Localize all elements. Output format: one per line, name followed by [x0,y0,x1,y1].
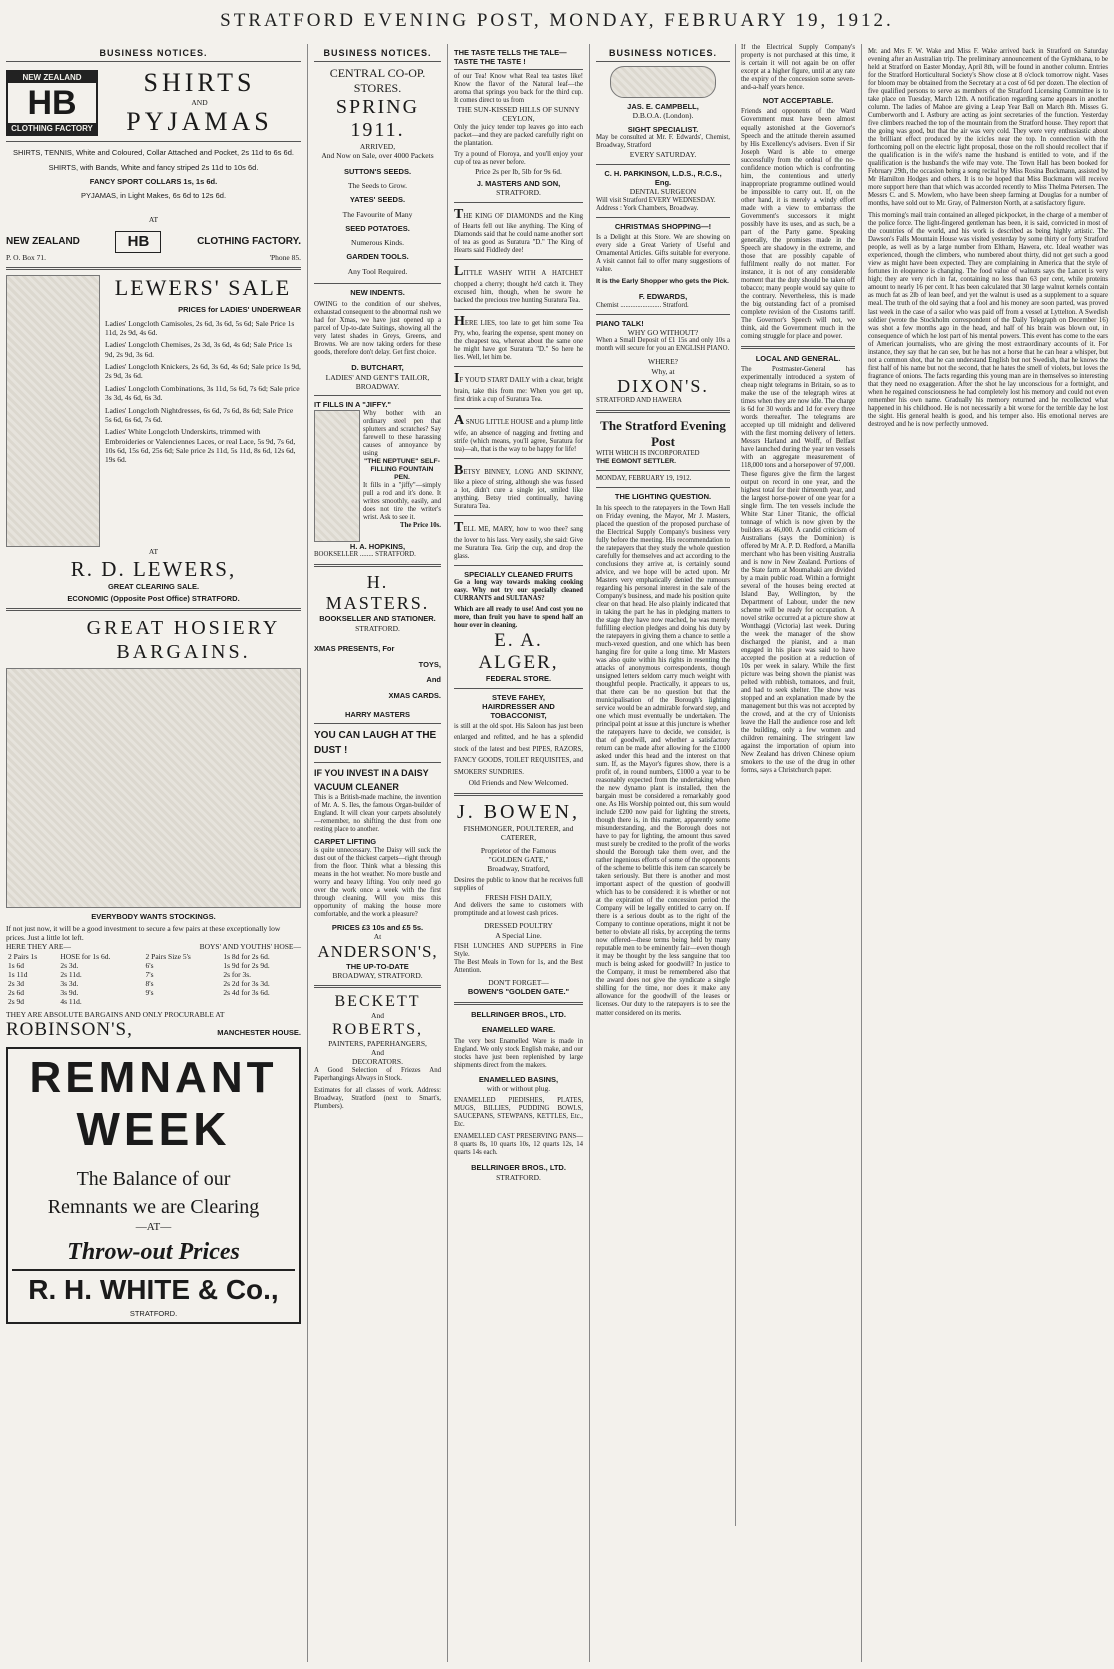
table-row: 2 Pairs 1s HOSE for 1s 6d. 2 Pairs Size 5's 1s 8d for 2s 6d. [8,951,270,961]
table-row: 2s 9d 4s 11d. [8,996,82,1006]
shirt-price-list: SHIRTS, TENNIS, White and Coloured, Collar Attached and Pocket, 2s 11d to 6s 6d. SHIRTS, with Bands, White and fancy striped 2s 11d to 10s 6d. FANCY SPORT COLLARS 1s, 1s 6d. PYJAMAS, in Light Makes, 6s 6d to 12s 6d. [13,148,294,201]
alger: E. A. ALGER, [478,630,559,674]
lady-illustration [6,275,100,547]
not-acceptable-article: Friends and opponents of the Ward Government must have been almost equally astonished at the Governor's Speech and the attitude therein assumed by His Excellency's advisers. Even if Sir Joseph Ward is able to emerge successfully from the ordeal of the no-confidence motion which is confronting him, the contentious and utterly inappropriate programme outlined would be impossible to carry out. If, on the other hand, it is merely a windy effort made with a view to embarrass the Government's successors it might possibly have its uses, and as such, be a part of the Party game. Speaking generally, the promises made in the Speech are shadowy in the extreme, and those that are possibly capable of fulfilment really do not matter. For instance, it is not of any considerable moment that the duty should be taken off tobacco; many people would say quite to the contrary. Nevertheless, this is made the big outstanding fact of a promised complete revision of the Customs tariff. The Governor's Speech will not, we think, aid the Government much in the coming struggle for place and power. [741,108,855,340]
news-items-1: Mr. and Mrs F. W. Wake and Miss F. Wake arrived back in Stratford on Saturday evening after an Australian trip. The preliminary announcement of the Gymkhana, to be held at Stratford on Easter Monday, April 8th, will be found in another column. Entries for the Stratford Horticultural Society's Show close at 8 o'clock tomorrow night. Vases for bloom may be obtained from the Secretary at a cost of 6d per dozen. The election of five qualified persons to serve as members of the Stratford Licensing Committee is to take place on Tuesday, March 12th. A notification regarding same appears in another column. The ladies of Mahoe are giving a Leap Year Ball on March 8th. Misses G. Cumberworth and I. Astbury are acting as joint secretaries of the function. Yesterday five climbers reached the top of the mountain from the Stratford house. They report that the going was good, but that the air was very cold. They were very enthusiastic about the brilliant effect produced by the icicles near the top. In connection with the forthcoming poll on the electric light proposal, those on the roll should recollect that if the qualification is in the wife's name the husband is entitled to vote, and if the qualification is the husband's the wife may vote. The Town Hall has been booked for February 29th, the occasion being a song recital by Miss Rosina Buckmann, assisted by Mr Hamilton Hodges and others. It is to be hoped that Miss Buckmann will receive more support here than that which was accorded recently to Miss Thelma Petersen. The Messrs C. and S. Mowlem, who have been sheep farming at Douglas for a number of months, have sold out to Mr. Gray, of Palmerston North, at a satisfactory figure. [868,48,1108,208]
hb-shirts-ad: NEW ZEALAND HB CLOTHING FACTORY SHIRTS AND PYJAMAS [6,68,301,137]
lewers-ad: LEWERS' SALE PRICES for LADIES' UNDERWEAR Ladies' Longcloth Camisoles, 2s 6d, 3s 6d, 5s 6d; Sale Price 1s 11d, 2s 9d, 4s 6d. Ladies' Longcloth Chemises, 2s 3d, 3s 6d, 4s 6d; Sale Price 1s 9d, 2s 9d, 3s 6d. Ladies' Longcloth Knickers, 2s 6d, 3s 6d, 4s 6d; Sale price 1s 9d, 2s 9d, 3s 6d. Ladies' Longcloth Combinations, 3s 11d, 5s 6d, 7s 6d; Sale price 3s 3d, 4s 6d, 6s 3d. Ladies' Longcloth Nightdresses, 6s 6d, 7s 6d, 8s 6d; Sale Price 5s 6d, 6s 6d, 7s 6d. Ladies' White Longcloth Underskirts, trimmed with Embroideries or Valenciennes Laces, or real Lace, 5s 9d, 7s 6d, 10s 6d, 15s 6d, 25s 6d; Sale price 2s 11d, 5s 11d, 8s 6d, 12s 6d, 19s 6d. [6,275,301,547]
masthead: STRATFORD EVENING POST, MONDAY, FEBRUARY 19, 1912. [220,10,894,31]
column-3: THE TASTE TELLS THE TALE—TASTE THE TASTE ! of our Tea! Know what Real tea tastes like! Know the flavor of the Natural leaf—the aroma that springs you back for the third cup. It comes direct to us from THE SUN-KISSED HILLS OF SUNNY CEYLON, Only the juicy tender top leaves go into each packet—and they are packed carefully right on the plantation. Try a pound of Floroya, and you'll enjoy your cup of tea as never before. Price 2s per lb, 5lb for 9s 6d. J. MASTERS AND SON, STRATFORD. THE KING OF DIAMONDS and the King of Hearts fell out like anything. The King of Diamonds said that he could name another sort of tea as good as Suratura "D." The King of Hearts said Fiddledy dee! LITTLE WASHY WITH A HATCHET chopped a cherry; thought he'd catch it. They excused him, though, when he swore he backed the precious tree hunting Suratura Tea. HERE LIES, too late to get him some Tea Pry, who, fearing the expense, spent money on the cheapest tea, whereat about the same one he might have got Suratura "D." So here he lies. Well, let him be. IF YOU'D START DAILY with a clear, bright brain, take this from me: When you get up, first drink a cup of Suratura Tea. A SNUG LITTLE HOUSE and a plump little wife, an absence of nagging and fretting and strife (which means, you'll agree, Suratura for tea)—ah, that is the way to be happy for life! BETSY BINNEY, LONG AND SKINNY, like a piece of string, although she was fussed a lot, didn't cure a single jot, smiled like anything. Betsy tried continually, having Suratura Tea. TELL ME, MARY, how to woo thee? sang the lover to his lass. Very easily, she said: Give me Suratura Tea. Grip the cup, and drop the glass. SPECIALLY CLEANED FRUITS Go a long way towards making cooking easy. Why not try our specially cleaned CURRANTS and SULTANAS? Which are all ready to use! And cost you no more, than fruit you have to spend half an hour over in cleaning. E. A. ALGER, FEDERAL STORE. STEVE FAHEY, HAIRDRESSER AND TOBACCONIST, is still at the old spot. His Saloon has just been enlarged and refitted, and he has a splendid stock of the latest and best PIPES, RAZORS, FANCY GOODS, TOILET REQUISITES, and SMOKERS' SUNDRIES. Old Friends and New Welcomed. J. BOWEN, FISHMONGER, POULTERER, and CATERER, Proprietor of the Famous "GOLDEN GATE," Broadway, Stratford, Desires the public to know that he receives full supplies of FRESH FISH DAILY, And delivers the same to customers with promptitude and at lowest cash prices. DRESSED POULTRY A Special Line. FISH LUNCHES AND SUPPERS in Fine Style. The Best Meals in Town for 1s, and the Best Attention. DON'T FORGET— BOWEN'S "GOLDEN GATE." BELLRINGER BROS., LTD. ENAMELLED WARE. The very best Enamelled Ware is made in England. We only stock English make, and our stocks have just been replenished by large shipments direct from the makers. ENAMELLED BASINS, with or without plug. ENAMELLED PIEDISHES, PLATES, MUGS, BILLIES, PUDDING BOWLS, SAUCEPANS, STEWPANS, KETTLES, Etc., Etc. ENAMELLED CAST PRESERVING PANS—8 quarts 8s, 10 quarts 10s, 12 quarts 12s, 14 quarts 14s each. BELLRINGER BROS., LTD. STRATFORD. [448,44,590,1662]
tea-ad: LITTLE WASHY WITH A HATCHET chopped a cherry; thought he'd catch it. They excused him, though, when he swore he backed the precious tree hunting Suratura Tea. [454,264,583,304]
stocking-illustration [6,668,301,908]
bowen: J. BOWEN, [456,800,581,823]
factory-label: CLOTHING FACTORY. [197,236,301,248]
table-row: 2s 6d 3s 9d. 9's 2s 4d for 3s 6d. [8,987,270,997]
coop-title: CENTRAL CO-OP. STORES. [329,66,426,95]
hosiery-ad: GREAT HOSIERY BARGAINS. EVERYBODY WANTS STOCKINGS. If not just now, it will be a good investment to secure a few pairs at these exceptionally low prices. Just a little lot left. HERE THEY ARE— BOYS' AND YOUTHS' HOSE— 2 Pairs 1s HOSE for 1s 6d. 2 Pairs Size 5's 1s 8d for 2s 6d. 1s 6d 2s 3d. 6's 1s 9d for 2s 9d. 1s 11d 2s 11d. 7's 2s for 3s. 2s 3d 3s 3d. 8's 2s 2d for 3s 3d. 2s 6d 3s 9d. 9's 2s 4d for 3s 6d. 2s 9d 4s 11d. THEY ARE ABSOLUTE BARGAINS AND ONLY PROCURABLE AT ROBINSON'S, MANCHESTER HOUSE. [6,617,301,1041]
dixons: DIXON'S. [617,376,709,397]
column-4: BUSINESS NOTICES. JAS. E. CAMPBELL, D.B.O.A. (London). SIGHT SPECIALIST. May be consulted at Mr. F. Edwards', Chemist, Broadway, Stratford EVERY SATURDAY. C. H. PARKINSON, L.D.S., R.C.S., Eng. DENTAL SURGEON Will visit Stratford EVERY WEDNESDAY. Address : York Chambers, Broadway. CHRISTMAS SHOPPING—! Is a Delight at this Store. We are showing on every side a Great Variety of Useful and Ornamental Articles. Gifts suitable for everyone. A visit cannot fail to offer many suggestions of value. It is the Early Shopper who gets the Pick. F. EDWARDS, Chemist ........................ Stratford. PIANO TALK! WHY GO WITHOUT? When a Small Deposit of £1 15s and only 10s a month will secure for you an ENGLISH PIANO. WHERE? Why, at DIXON'S. STRATFORD AND HAWERA The Stratford Evening Post WITH WHICH IS INCORPORATED THE EGMONT SETTLER. MONDAY, FEBRUARY 19, 1912. THE LIGHTING QUESTION. In his speech to the ratepayers in the Town Hall on Friday evening, the Mayor, Mr J. Masters, placed the question of the proposed purchase of the Electrical Supply Company's business very fully before the meeting. His recommendation to the ratepayers that they study the whole question carefully for themselves and act according to the conclusions they arrive at, is certainly sound advice, and we hope will be acted upon. Mr Masters very emphatically denied the rumours regarding his personal interest in the sale of the Company's business, and made his position quite clear on that head. He also plainly indicated that in taking the part he has in pledging matters to the stage they have now reached, he was merely fulfilling election pledges and doing his duty by the ratepayers in giving them a chance to settle a much-vexed question, and one which has been hanging fire for quite a long time. Mr Masters was also quite within his rights in resenting the attacks of anonymous correspondents, though unsigned letters seldom carry much weight with thoughtful people. Practically, it appears to us, that there can be no question but that the municipalisation of the Borough's lighting service would be an admirable forward step, and one which must eventually be undertaken. The principal point at issue at this juncture is whether the ratepayers have to decide, we consider, is that of goodwill, and whether a satisfactory return can be made after allowing for the £1000 asked under this head and the interest on that sum. If, as the Mayor's figures show, there is a profit of, in round numbers, £1000 a year to be reasonably expected from the undertaking when the new dynamo plant is installed, then the bargain must be considered a remarkably good one. As His Worship pointed out, this sum would include £200 now paid for lighting the streets, though there is, in this matter, apparently some misunderstanding, and the Borough does not have to pay for lighting, the amount thus saved must surely be credited to the profit of the works should the Borough take them over, and the rather ingenious efforts of some of the opponents of the scheme to belittle this item can scarcely be taken seriously. But there is another and most important aspect of the question of goodwill which has to be considered: it is whether or not at the expiration of the concession period the Company will be legally entitled to carry on. If there is a serious doubt as to the right of the Company to continue operations, might it not be better to obviate all risks, by accepting the terms now offered—these terms being held by many reputable men to be eminently fair—even though it may be thought by the less sanguine that too much is being asked for goodwill? In justice to the Company, it must be remembered also that the award does not give the syndicate a single shilling for the time, nor does it make any allowance for the goodwill of the leases or licenses. Our duty to the ratepayers is to see the matter considered on its merits. If the Electrical Supply Company's property is not purchased at this time, it is certain it will not again be on offer except at a higher figure, until at any rate the expiry of the concession some seven-and-a-half years hence. NOT ACCEPTABLE. Friends and opponents of the Ward Government must have been almost equally astonished at the Governor's Speech and the attitude therein assumed by His Excellency's advisers. Even if Sir Joseph Ward is able to emerge successfully from the ordeal of the no-confidence motion which is confronting him, the contentious and utterly inappropriate programme outlined would be impossible to carry out. If, on the other hand, it is merely a windy effort made with a view to embarrass the Government's successors it might possibly have its uses, and as such, be a part of the Party game. Speaking generally, the promises made in the Speech are shadowy in the extreme, and those that are possibly capable of fulfilment really do not matter. For instance, it is not of any considerable moment that the duty should be taken off tobacco; many people would say quite to the contrary. Nevertheless, this is made the big outstanding fact of a promised complete revision of the Customs tariff. The Governor's Speech will not, we think, aid the Government much in the coming struggle for place and power. LOCAL AND GENERAL. The Postmaster-General has experimentally introduced a system of cheap night telegrams in Britain, so as to make the use of the telegraph wires at times when they are now idle. The charge is 6d for 30 words and 1d for every three words thereafter. The telegrams are accepted up till midnight and delivered with the first morning delivery of letters. Messrs Harland and Wolff, of Belfast have launched during the year ten vessels with an aggregate measurement of 118,000 tons and a horsepower of 97,000. These figures give the firm the largest output on record in one year, and the highest total for their thirteenth year, and the largest horse-power of one year for a single firm. The ten vessels include the White Star Liner Titanic, the official tonnage of which is now given by the builders as 46,000. A candid criticism of Australians (says the Dominion) is offered by Mr A. P. D. Redford, a Manilla merchant who has been visiting Australia and is now in New Zealand. Portions of the State farm at Moumahaki are divided by a main public road. Within a fortnight several of the houses being erected at Island Bay, Wellington, by the Department of Labour, under the new scheme will be ready for occupation. A novel strike occurred at a picture show at Wonthaggi (Victoria) last week. During the week the manager of the show discharged the pianist, and a man engaged in his place was said to have accepted the position at a reduction of 10s per week in salary. While the first picture was being shown the pianist was pelted with rubbish, tomatoes, and fruit, and had to seek shelter. The show was stopped and an explanation made by the management but this was not accepted by the crowd, and at the cry of Unionists leave the Hall the audience rose and left the building, only a few women and children remaining. The stringent law against the importation of opium into New Zealand has driven Chinese opium smokers to the use of the drug in other forms, says a Christchurch paper. [590,44,862,1662]
remnant-week-ad: REMNANT WEEK The Balance of our Remnants we are Clearing —AT— Throw-out Prices R. H. WHITE & Co., STRATFORD. [6,1047,301,1324]
lighting-article: In his speech to the ratepayers in the Town Hall on Friday evening, the Mayor, Mr J. Masters, placed the question of the proposed purchase of the Electrical Supply Company's business very fully before the meeting. His recommendation to the ratepayers that they study the whole question carefully for themselves and act according to the conclusions they arrive at, is certainly sound advice, and we hope will be acted upon. Mr Masters very emphatically denied the rumours regarding his personal interest in the sale of the Company's business, and made his position quite clear on that head. He also plainly indicated that in taking the part he has in pledging matters to the stage they have now reached, he was merely fulfilling election pledges and doing his duty by the ratepayers in giving them a chance to settle a much-vexed question, and one which has been hanging fire for quite a long time. Mr Masters was also quite within his rights in resenting the attacks of anonymous correspondents, though unsigned letters seldom carry much weight with thoughtful people. Practically, it appears to us, that there can be no question but that the municipalisation of the Borough's lighting service would be an admirable forward step, and one which must eventually be undertaken. The principal point at issue at this juncture is whether the ratepayers have to decide, we consider, is that of goodwill, and whether a satisfactory return can be made after allowing for the £1000 asked under this head and the interest on that sum. If, as the Mayor's figures show, there is a profit of, in round numbers, £1000 a year to be reasonably expected from the undertaking when the new dynamo plant is installed, then the bargain must be considered a remarkably good one. As His Worship pointed out, this sum would include £200 now paid for lighting the streets, though there is, in this matter, apparently some misunderstanding, and the Borough does not have to pay for lighting, the amount thus saved must surely be credited to the profit of the works should the Borough take them over, and the rather ingenious efforts of some of the opponents of the scheme to belittle this item can scarcely be taken seriously. But there is another and most important aspect of the question of goodwill which has to be considered: it is whether or not at the expiration of the concession period the Company will be legally entitled to carry on. If there is a serious doubt as to the right of the Company to continue operations, might it not be better to obviate all risks, by accepting the terms now offered—these terms being held by many reputable men to be eminently fair—even though it may be thought by the less sanguine that too much is being asked for goodwill? In justice to the Company, it must be remembered also that the award does not give the syndicate a single shilling for the time, nor does it make any allowance for the goodwill of the leases or licenses. Our duty to the ratepayers is to see the matter considered on its merits. [596,504,730,1017]
remnant-title: REMNANT [29,1053,278,1103]
spring-title: SPRING 1911. [335,96,420,141]
spectacles-icon [610,66,716,98]
pyjamas-title: PYJAMAS [126,107,273,137]
throw-out-prices: Throw-out Prices [67,1238,240,1265]
rh-white: R. H. WHITE & Co., [12,1269,295,1309]
tea-ad: BETSY BINNEY, LONG AND SKINNY, like a piece of string, although she was fussed a lot, didn't cure a single jot, smiled like anything. Betsy tried continually, having Suratura Tea. [454,462,583,511]
tea-ad: THE KING OF DIAMONDS and the King of Hearts fell out like anything. The King of Diamonds said that he could name another sort of tea as good as Suratura "D." The King of Hearts said Fiddledy dee! [454,206,583,255]
paper-title: The Stratford Evening Post [600,418,726,450]
nz-label: NEW ZEALAND [6,236,80,248]
lewers-items: Ladies' Longcloth Camisoles, 2s 6d, 3s 6d, 5s 6d; Sale Price 1s 11d, 2s 9d, 4s 6d. Ladies' Longcloth Chemises, 2s 3d, 3s 6d, 4s 6d; Sale Price 1s 9d, 2s 9d, 3s 6d. Ladies' Longcloth Knickers, 2s 6d, 3s 6d, 4s 6d; Sale price 1s 9d, 2s 9d, 3s 6d. Ladies' Longcloth Combinations, 3s 11d, 5s 6d, 7s 6d; Sale price 3s 3d, 4s 6d, 6s 3d. Ladies' Longcloth Nightdresses, 6s 6d, 7s 6d, 8s 6d; Sale Price 5s 6d, 6s 6d, 7s 6d. Ladies' White Longcloth Underskirts, trimmed with Embroideries or Valenciennes Laces, or real Lace, 5s 9d, 7s 6d, 10s 6d, 15s 6d, 25s 6d; Sale price 2s 11d, 5s 11d, 8s 6d, 12s 6d, 19s 6d. [105,318,301,465]
local-general-article: The Postmaster-General has experimentally introduced a system of cheap night telegrams in Britain, so as to make the use of the telegraph wires at times when they are now idle. The charge is 6d for 30 words and 1d for every three words thereafter. The telegrams are accepted up till midnight and delivered with the first morning delivery of letters. Messrs Harland and Wolff, of Belfast have launched during the year ten vessels with an aggregate measurement of 118,000 tons and a horsepower of 97,000. These figures give the firm the largest output on record in one year, and the highest total for their thirteenth year, and the largest horse-power of one year for a single firm. The ten vessels include the White Star Liner Titanic, the official tonnage of which is now given by the builders as 46,000. A candid criticism of Australians (says the Dominion) is offered by Mr A. P. D. Redford, a Manilla merchant who has been visiting Australia and is now in New Zealand. Portions of the State farm at Moumahaki are divided by a main public road. Within a fortnight several of the houses being erected at Island Bay, Wellington, by the Department of Labour, under the new scheme will be ready for occupation. A novel strike occurred at a picture show at Wonthaggi (Victoria) last week. During the week the manager of the show discharged the pianist, and a man engaged in his place was said to have accepted the position at a reduction of 10s per week in salary. While the first picture was being shown the pianist was pelted with rubbish, tomatoes, and fruit, and had to seek shelter. The show was stopped and an explanation made by the management but this was not accepted by the crowd, and at the cry of Unionists leave the Hall the audience rose and left the building, only a few women and children remaining. The stringent law against the importation of opium into New Zealand has driven Chinese opium smokers to the use of the drug in other forms, says a Christchurch paper. [741,366,855,775]
tea-ad: TELL ME, MARY, how to woo thee? sang the lover to his lass. Very easily, she said: Give me Suratura Tea. Grip the cup, and drop the glass. [454,520,583,560]
andersons: ANDERSON'S, [317,941,438,961]
section-heading: BUSINESS NOTICES. [6,44,301,62]
hb-logo: NEW ZEALAND HB CLOTHING FACTORY [6,70,98,136]
tea-ad: A SNUG LITTLE HOUSE and a plump little wife, an absence of nagging and fretting and strife (which means, you'll agree, Suratura for tea)—ah, that is the way to be happy for life! [454,413,583,453]
roberts: ROBERTS, [331,1020,424,1038]
column-2: BUSINESS NOTICES. CENTRAL CO-OP. STORES. SPRING 1911. ARRIVED, And Now on Sale, over 4000 Packets SUTTON'S SEEDS. The Seeds to Grow. YATES' SEEDS. The Favourite of Many SEED POTATOES. Numerous Kinds. GARDEN TOOLS. Any Tool Required. NEW INDENTS. OWING to the condition of our shelves, exhaustad consequent to the abnormal rush we had for Xmas, we have just opened up a parcel of Up-to-date Suitings, showing all the very latest shades in Greys, Greens, and Browns. We are now taking orders for these goods, therefore don't delay. Get first choice. D. BUTCHART, LADIES' AND GENT'S TAILOR, BROADWAY. IT FILLS IN A "JIFFY." Why bother with an ordinary steel pen that splutters and scratches? Say farewell to these harassing causes of annoyance by using "THE NEPTUNE" SELF-FILLING FOUNTAIN PEN. It fills in a "jiffy"—simply pull a rod and it's done. It writes smoothly, easily, and does not tire the writer's wrist. Ask to see it. The Price 10s. H. A. HOPKINS, BOOKSELLER ........ STRATFORD. H. MASTERS. BOOKSELLER AND STATIONER. STRATFORD. XMAS PRESENTS, For TOYS, And XMAS CARDS. HARRY MASTERS YOU CAN LAUGH AT THE DUST ! IF YOU INVEST IN A DAISY VACUUM CLEANER This is a British-made machine, the invention of Mr. A. S. Iles, the famous Organ-builder of England. It will clean your carpets absolutely—remember, no shifting the dust from one resting place to another. CARPET LIFTING is quite unnecessary. The Daisy will suck the dust out of the thickest carpets—right through from the floor. Think what a blessing this means in the hot weather. No more bustle and worry and heavy lifting. You only need go over the work once a week with the first through cleaning. Will you miss this opportunity of making the house more comfortable, and the work a pleasure? PRICES £3 10s and £5 5s. At ANDERSON'S, THE UP-TO-DATE BROADWAY, STRATFORD. BECKETT And ROBERTS, PAINTERS, PAPERHANGERS, And DECORATORS. A Good Selection of Friezes And Paperhangings Always in Stock. Estimates for all classes of work. Address: Broadway, Stratford (next to Smart's, Plumbers). [308,44,448,1662]
table-row: 1s 6d 2s 3d. 6's 1s 9d for 2s 9d. [8,960,270,970]
masters-title: H. MASTERS. [325,572,430,614]
news-items-2: This morning's mail train contained an alleged pickpocket, in the charge of a member of the police force. The light-fingered gentleman has been, it is said, convicted in most of the countries of the world, and his work is described as being highly artistic. The Dawson's Falls Mountain House was visited yesterday by some thirty or forty Stratford people, as well as by a large number from Eltham, Hawera, etc. Ideal weather was experienced, though the climbers, who numbered about thirty, did not get such a good view as might have been expected. They are complaining in America that the style of fortunes in eloquence is changing. The food value of walnuts says the Lancet is very high; they are very rich in fat, containing no less than 63 per cent, while proteins amount to nearly 16 per cent. It has been calculated that 30 large walnut kernels contain as much fat as 2lb of lean beef, and yet the walnut is used as a supplement to a square meal. The truth of the old saying that a fool and his money are soon parted, was proved last week in the case of a sailor who was paid off from a vessel at Lyttelton. A Swedish soldier (wrote the Stockholm correspondent of the Daily Telegraph on December 16) was shot a few months ago in the head, and half of his brain was blown out, in consequence of which he lost part of his mental powers. This event has come to the ears of American journalists, who are giving the most extraordinary accounts of it. For instance, they say that he can see, but he has not a horse that he can hear a whisper, but not a common shot, that he can understand English but not Swedish, that he knows the first half of his name but not the second, that he hates the smell of violets, but loves the fragrance of onions. The facts regarding this young man are in themselves so interesting that they need no exaggeration. After the shot he lay unconscious for a fortnight, and when he regained consciousness he had completely lost his memory and could not even remember his own name. Gradually his memory returned and he recollected what happened in his childhood. He is not necessarily a bit worse for the terrible day he lost the sight. His general health is good, and his temper also. His emotional nerves are destroyed and he is now perfectly unmoved. [868,212,1108,428]
column-5 [862,44,1114,1662]
column-1: BUSINESS NOTICES. NEW ZEALAND HB CLOTHING FACTORY SHIRTS AND PYJAMAS SHIRTS, TENNIS, White and Coloured, Collar Attached and Pocket, 2s 11d to 6s 6d. SHIRTS, with Bands, White and fancy striped 2s 11d to 10s 6d. FANCY SPORT COLLARS 1s, 1s 6d. PYJAMAS, in Light Makes, 6s 6d to 12s 6d. AT NEW ZEALAND HB CLOTHING FACTORY. P. O. Box 71. 'Phone 85. LEWERS' SALE PRICES for LADIES' UNDERWEAR Ladies' Longcloth Camisoles, 2s 6d, 3s 6d, 5s 6d; Sale Price 1s 11d, 2s 9d, 4s 6d. Ladies' Longcloth Chemises, 2s 3d, 3s 6d, 4s 6d; Sale Price 1s 9d, 2s 9d, 3s 6d. Ladies' Longcloth Knickers, 2s 6d, 3s 6d, 4s 6d; Sale price 1s 9d, 2s 9d, 3s 6d. Ladies' Longcloth Combinations, 3s 11d, 5s 6d, 7s 6d; Sale price 3s 3d, 4s 6d, 6s 3d. Ladies' Longcloth Nightdresses, 6s 6d, 7s 6d, 8s 6d; Sale Price 5s 6d, 6s 6d, 7s 6d. Ladies' White Longcloth Underskirts, trimmed with Embroideries or Valenciennes Laces, or real Lace, 5s 9d, 7s 6d, 10s 6d, 15s 6d, 25s 6d; Sale price 2s 11d, 5s 11d, 8s 6d, 12s 6d, 19s 6d. AT R. D. LEWERS, GREAT CLEARING SALE. ECONOMIC (Opposite Post Office) STRATFORD. GREAT HOSIERY BARGAINS. EVERYBODY WANTS STOCKINGS. If not just now, it will be a good investment to secure a few pairs at these exceptionally low prices. Just a little lot left. HERE THEY ARE— BOYS' AND YOUTHS' HOSE— 2 Pairs 1s HOSE for 1s 6d. 2 Pairs Size 5's 1s 8d for 2s 6d. 1s 6d 2s 3d. 6's 1s 9d for 2s 9d. 1s 11d 2s 11d. 7's 2s for 3s. 2s 3d 3s 3d. 8's 2s 2d for 3s 3d. 2s 6d 3s 9d. 9's 2s 4d for 3s 6d. 2s 9d 4s 11d. THEY ARE ABSOLUTE BARGAINS AND ONLY PROCURABLE AT ROBINSON'S, MANCHESTER HOUSE. REMNANT WEEK The Balance of our Remnants we are Clearing —AT— Throw-out Prices R. H. WHITE & Co., STRATFORD. [0,44,308,1662]
rd-lewers: R. D. LEWERS, [70,556,237,581]
pen-man-illustration [314,410,360,542]
tea-ad: HERE LIES, too late to get him some Tea Pry, who, fearing the expense, spent money on the cheapest tea, whereat about the same one he might have got Suratura "D." So here he lies. Well, let him be. [454,313,583,362]
table-row: 2s 3d 3s 3d. 8's 2s 2d for 3s 3d. [8,978,270,988]
robinsons: ROBINSON'S, [6,1019,133,1041]
week-title: WEEK [76,1103,231,1156]
lewers-title: LEWERS' SALE [114,275,292,301]
sock-price-table [6,952,301,1006]
hb-small-logo: HB [115,231,161,253]
beckett: BECKETT [334,993,421,1011]
hosiery-title: GREAT HOSIERY BARGAINS. [86,617,281,664]
shirts-title: SHIRTS [143,68,256,97]
tea-ad: IF YOU'D START DAILY with a clear, bright brain, take this from me: When you get up, first drink a cup of Suratura Tea. [454,371,583,404]
table-row: 1s 11d 2s 11d. 7's 2s for 3s. [8,969,252,979]
